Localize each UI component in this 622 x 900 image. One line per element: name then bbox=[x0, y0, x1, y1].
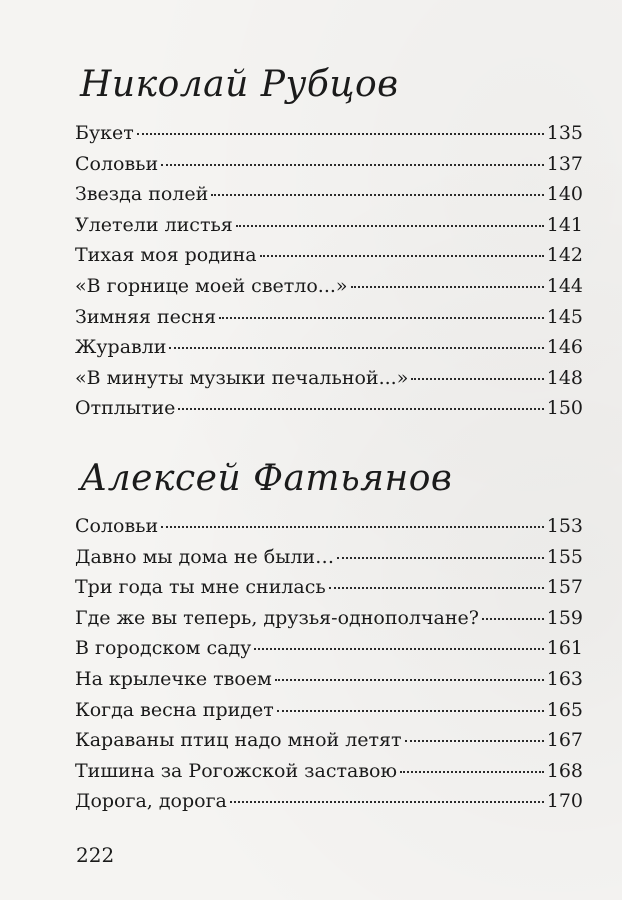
toc-entry-page: 155 bbox=[546, 545, 583, 568]
toc-entry-title: В городском саду bbox=[75, 637, 252, 660]
toc-entry-page: 159 bbox=[546, 606, 583, 629]
dot-leader bbox=[329, 586, 544, 589]
toc-entry-title: Три года ты мне снилась bbox=[75, 576, 326, 599]
toc-entry-page: 135 bbox=[546, 122, 583, 144]
toc-entry-title: Где же вы теперь, друзья-однополчане? bbox=[75, 606, 479, 629]
toc-entry-page: 157 bbox=[546, 576, 583, 599]
toc-list-fatyanov bbox=[75, 515, 583, 821]
toc-entry-title: Тихая моя родина bbox=[75, 244, 257, 267]
toc-entry-title: Звезда полей bbox=[75, 183, 209, 206]
dot-leader bbox=[178, 407, 543, 410]
toc-entry bbox=[75, 668, 583, 699]
toc-list-rubtsov bbox=[75, 122, 583, 428]
toc-entry-page: 153 bbox=[546, 515, 583, 537]
toc-entry bbox=[75, 576, 583, 607]
toc-entry-page: 150 bbox=[546, 397, 583, 420]
toc-entry-page: 165 bbox=[546, 698, 583, 721]
dot-leader bbox=[219, 316, 544, 319]
dot-leader bbox=[236, 224, 544, 227]
dot-leader bbox=[254, 647, 543, 650]
toc-entry bbox=[75, 397, 583, 428]
toc-entry-title: Дорога, дорога bbox=[75, 790, 227, 813]
dot-leader bbox=[230, 800, 544, 803]
dot-leader bbox=[405, 739, 544, 742]
dot-leader bbox=[351, 285, 544, 288]
toc-entry bbox=[75, 244, 583, 275]
toc-entry-title: Зимняя песня bbox=[75, 305, 217, 328]
toc-entry-page: 146 bbox=[546, 336, 583, 359]
toc-entry-page: 142 bbox=[546, 244, 583, 267]
toc-entry bbox=[75, 214, 583, 245]
dot-leader bbox=[260, 254, 544, 257]
toc-entry-page: 170 bbox=[546, 790, 583, 813]
toc-entry-page: 137 bbox=[546, 152, 583, 175]
toc-entry bbox=[75, 367, 583, 398]
dot-leader bbox=[137, 132, 544, 135]
toc-entry bbox=[75, 546, 583, 577]
dot-leader bbox=[161, 163, 544, 166]
toc-entry bbox=[75, 153, 583, 184]
toc-entry-title: Букет bbox=[75, 122, 134, 144]
toc-entry bbox=[75, 637, 583, 668]
dot-leader bbox=[482, 617, 544, 620]
toc-entry-page: 163 bbox=[546, 667, 583, 690]
dot-leader bbox=[411, 377, 543, 380]
toc-entry-title: На крылечке твоем bbox=[75, 667, 272, 690]
toc-entry bbox=[75, 515, 583, 546]
toc-entry bbox=[75, 607, 583, 638]
toc-entry bbox=[75, 183, 583, 214]
toc-entry-page: 148 bbox=[546, 366, 583, 389]
toc-entry bbox=[75, 760, 583, 791]
toc-entry-title: Когда весна придет bbox=[75, 698, 274, 721]
toc-entry-page: 161 bbox=[546, 637, 583, 660]
toc-entry-page: 144 bbox=[546, 274, 583, 297]
toc-entry bbox=[75, 790, 583, 821]
section-title-fatyanov: Алексей Фатьянов bbox=[80, 458, 453, 499]
dot-leader bbox=[400, 770, 544, 773]
dot-leader bbox=[337, 556, 544, 559]
dot-leader bbox=[211, 193, 543, 196]
toc-entry-page: 140 bbox=[546, 183, 583, 206]
dot-leader bbox=[275, 678, 544, 681]
toc-entry bbox=[75, 699, 583, 730]
toc-entry-title: Соловьи bbox=[75, 515, 159, 537]
toc-entry-page: 141 bbox=[546, 213, 583, 236]
section-title-rubtsov: Николай Рубцов bbox=[80, 64, 399, 105]
dot-leader bbox=[169, 346, 543, 349]
toc-entry bbox=[75, 336, 583, 367]
toc-entry-page: 167 bbox=[546, 729, 583, 752]
toc-entry-title: «В минуты музыки печальной...» bbox=[75, 366, 409, 389]
toc-entry-title: Караваны птиц надо мной летят bbox=[75, 729, 402, 752]
toc-entry-title: Соловьи bbox=[75, 152, 159, 175]
toc-entry-page: 168 bbox=[546, 759, 583, 782]
dot-leader bbox=[277, 709, 544, 712]
toc-entry-title: «В горнице моей светло...» bbox=[75, 274, 348, 297]
toc-entry bbox=[75, 729, 583, 760]
toc-entry-title: Отплытие bbox=[75, 397, 176, 420]
dot-leader bbox=[161, 525, 544, 528]
page-number: 222 bbox=[76, 843, 115, 867]
toc-entry-title: Улетели листья bbox=[75, 213, 233, 236]
toc-entry-title: Журавли bbox=[75, 336, 167, 359]
toc-entry-page: 145 bbox=[546, 305, 583, 328]
toc-entry-title: Тишина за Рогожской заставою bbox=[75, 759, 398, 782]
toc-entry bbox=[75, 306, 583, 337]
toc-entry bbox=[75, 122, 583, 153]
toc-entry bbox=[75, 275, 583, 306]
toc-entry-title: Давно мы дома не были… bbox=[75, 545, 335, 568]
